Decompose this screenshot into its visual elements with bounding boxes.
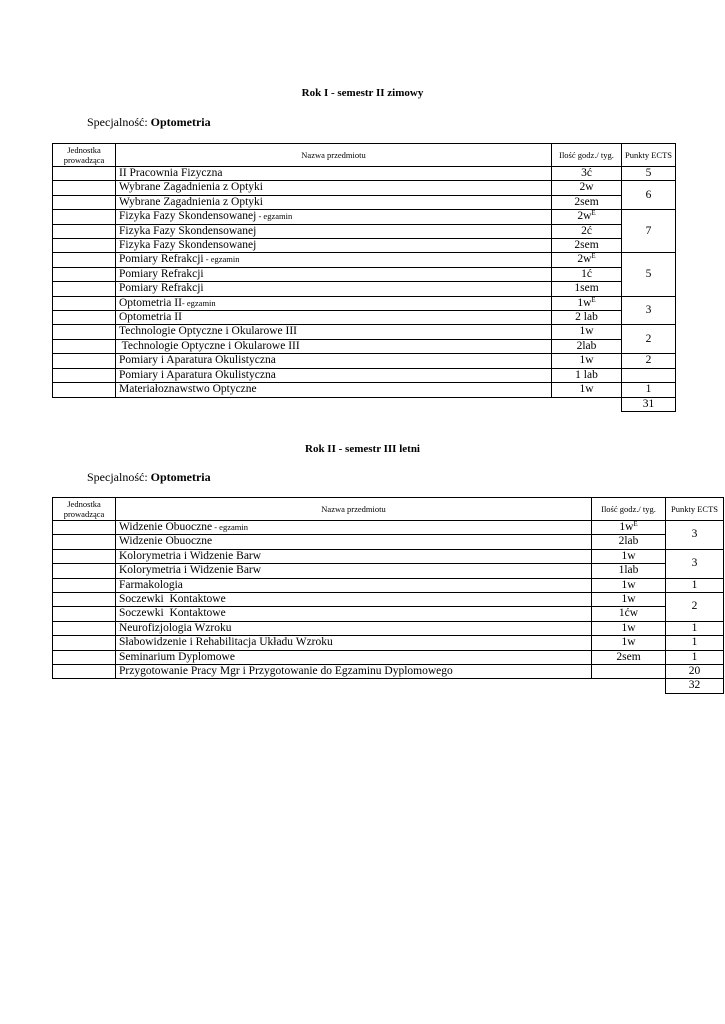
unit-cell xyxy=(53,195,116,209)
table-row xyxy=(53,636,724,650)
hours-cell: 2sem xyxy=(552,239,622,253)
hours-cell: 1ć xyxy=(552,267,622,281)
subject-cell: Optometria II- egzamin xyxy=(116,296,552,310)
header-ects: Punkty ECTS xyxy=(622,144,676,167)
hours-cell: 1w xyxy=(552,383,622,397)
unit-cell xyxy=(53,253,116,267)
subject-cell: Technologie Optyczne i Okularowe III xyxy=(116,339,552,353)
subject-cell: Pomiary Refrakcji xyxy=(116,282,552,296)
table-row xyxy=(53,593,724,607)
table-row xyxy=(53,210,676,224)
unit-cell xyxy=(53,267,116,281)
section-title-sem1: Rok I - semestr II zimowy xyxy=(301,87,424,99)
ects-total: 32 xyxy=(666,679,724,693)
ects-cell: 3 xyxy=(666,549,724,578)
unit-cell xyxy=(53,339,116,353)
hours-cell: 1 lab xyxy=(552,368,622,382)
ects-cell: 2 xyxy=(666,593,724,622)
unit-cell xyxy=(53,564,116,578)
ects-cell: 7 xyxy=(622,210,676,253)
ects-cell: 2 xyxy=(622,325,676,354)
specialty-line-sem2 xyxy=(87,470,211,485)
subject-cell: Farmakologia xyxy=(116,578,592,592)
unit-cell xyxy=(53,210,116,224)
unit-cell xyxy=(53,621,116,635)
hours-cell: 1w xyxy=(592,593,666,607)
subject-cell: Kolorymetria i Widzenie Barw xyxy=(116,564,592,578)
table-row xyxy=(53,296,676,310)
hours-cell: 2lab xyxy=(552,339,622,353)
unit-cell xyxy=(53,368,116,382)
header-hours: Ilość godz./ tyg. xyxy=(552,144,622,167)
table-header-row xyxy=(53,498,724,521)
exam-note: - egzamin xyxy=(203,254,240,265)
hours-cell: $2w^E$ xyxy=(552,210,622,224)
subject-cell: Materiałoznawstwo Optyczne xyxy=(116,383,552,397)
ects-cell: 1 xyxy=(666,578,724,592)
table-row xyxy=(53,282,676,296)
unit-cell xyxy=(53,549,116,563)
hours-cell: 1w xyxy=(552,354,622,368)
subject-cell: Przygotowanie Pracy Mgr i Przygotowanie do Egzaminu Dyplomowego xyxy=(116,665,592,679)
table-row xyxy=(53,578,724,592)
subject-cell: Wybrane Zagadnienia z Optyki xyxy=(116,195,552,209)
ects-total: 31 xyxy=(622,397,676,411)
hours-cell: $1w^E$ xyxy=(592,521,666,535)
subject-cell: Fizyka Fazy Skondensowanej xyxy=(116,239,552,253)
subject-cell: Optometria II xyxy=(116,311,552,325)
specialty-name: Optometria xyxy=(150,470,211,484)
specialty-prefix: Specjalność: xyxy=(87,115,148,129)
hours-cell: 2sem xyxy=(552,195,622,209)
table-header-row xyxy=(53,144,676,167)
unit-cell xyxy=(53,296,116,310)
subject-cell: Kolorymetria i Widzenie Barw xyxy=(116,549,592,563)
table-row xyxy=(53,368,676,382)
table-row xyxy=(53,167,676,181)
hours-cell: 1w xyxy=(592,636,666,650)
unit-cell xyxy=(53,593,116,607)
ects-cell: 1 xyxy=(666,621,724,635)
specialty-name: Optometria xyxy=(150,115,211,129)
unit-cell xyxy=(53,665,116,679)
header-unit: Jednostka prowadząca xyxy=(53,144,116,167)
table-row xyxy=(53,607,724,621)
table-row xyxy=(53,535,724,549)
unit-cell xyxy=(53,578,116,592)
hours-cell: $1w^E$ xyxy=(552,296,622,310)
total-row xyxy=(53,397,676,411)
unit-cell xyxy=(53,167,116,181)
table-row xyxy=(53,564,724,578)
hours-cell: 3ć xyxy=(552,167,622,181)
hours-cell: 1w xyxy=(592,549,666,563)
unit-cell xyxy=(53,521,116,535)
subject-cell: Pomiary Refrakcji xyxy=(116,267,552,281)
table-row xyxy=(53,311,676,325)
subject-cell: Seminarium Dyplomowe xyxy=(116,650,592,664)
subject-cell: Soczewki Kontaktowe xyxy=(116,593,592,607)
ects-cell-empty xyxy=(622,368,676,382)
unit-cell xyxy=(53,354,116,368)
subject-cell: Pomiary i Aparatura Okulistyczna xyxy=(116,368,552,382)
subject-cell: Słabowidzenie i Rehabilitacja Układu Wzroku xyxy=(116,636,592,650)
header-unit: Jednostka prowadząca xyxy=(53,498,116,521)
total-row xyxy=(53,679,724,693)
unit-cell xyxy=(53,325,116,339)
table-row xyxy=(53,521,724,535)
specialty-line-sem1 xyxy=(87,115,211,130)
hours-cell: 2lab xyxy=(592,535,666,549)
exam-marker: E xyxy=(633,520,638,528)
unit-cell xyxy=(53,383,116,397)
exam-marker: E xyxy=(591,296,596,304)
hours-cell: 1w xyxy=(552,325,622,339)
ects-cell: 1 xyxy=(666,636,724,650)
unit-cell xyxy=(53,181,116,195)
hours-cell: 2sem xyxy=(592,650,666,664)
hours-cell: 1w xyxy=(592,621,666,635)
subject-cell: Widzenie Obuoczne xyxy=(116,535,592,549)
subject-cell: Fizyka Fazy Skondensowanej - egzamin xyxy=(116,210,552,224)
hours-cell xyxy=(592,665,666,679)
exam-marker: E xyxy=(591,209,596,218)
subject-cell: Neurofizjologia Wzroku xyxy=(116,621,592,635)
hours-cell: 2w xyxy=(552,181,622,195)
subject-cell: Pomiary Refrakcji - egzamin xyxy=(116,253,552,267)
ects-cell: 5 xyxy=(622,253,676,296)
unit-cell xyxy=(53,282,116,296)
subject-cell: Widzenie Obuoczne - egzamin xyxy=(116,521,592,535)
unit-cell xyxy=(53,311,116,325)
table-row xyxy=(53,195,676,209)
table-row xyxy=(53,239,676,253)
hours-cell: 1lab xyxy=(592,564,666,578)
table-row xyxy=(53,267,676,281)
specialty-prefix: Specjalność: xyxy=(87,470,148,484)
hours-cell: $2w^E$ xyxy=(552,253,622,267)
exam-note: - egzamin xyxy=(181,297,216,308)
table-row xyxy=(53,224,676,238)
subject-cell: II Pracownia Fizyczna xyxy=(116,167,552,181)
exam-note: - egzamin xyxy=(212,522,248,532)
ects-cell: 2 xyxy=(622,354,676,368)
table-row xyxy=(53,549,724,563)
unit-cell xyxy=(53,607,116,621)
unit-cell xyxy=(53,650,116,664)
table-row xyxy=(53,339,676,353)
exam-note: - egzamin xyxy=(256,211,293,222)
course-table-sem2 xyxy=(52,497,724,694)
table-row xyxy=(53,253,676,267)
unit-cell xyxy=(53,239,116,253)
table-row xyxy=(53,383,676,397)
unit-cell xyxy=(53,636,116,650)
ects-cell: 5 xyxy=(622,167,676,181)
subject-cell: Technologie Optyczne i Okularowe III xyxy=(116,325,552,339)
section-title-sem2: Rok II - semestr III letni xyxy=(305,443,420,455)
hours-cell: 1w xyxy=(592,578,666,592)
course-table-sem1 xyxy=(52,143,676,412)
table-row xyxy=(53,181,676,195)
ects-cell: 3 xyxy=(622,296,676,325)
subject-cell: Pomiary i Aparatura Okulistyczna xyxy=(116,354,552,368)
hours-cell: 2 lab xyxy=(552,311,622,325)
subject-cell: Wybrane Zagadnienia z Optyki xyxy=(116,181,552,195)
hours-cell: 1ćw xyxy=(592,607,666,621)
table-row xyxy=(53,621,724,635)
exam-marker: E xyxy=(591,252,596,261)
hours-cell: 2ć xyxy=(552,224,622,238)
subject-cell: Soczewki Kontaktowe xyxy=(116,607,592,621)
table-row xyxy=(53,665,724,679)
header-hours: Ilość godz./ tyg. xyxy=(592,498,666,521)
header-ects: Punkty ECTS xyxy=(666,498,724,521)
ects-cell: 20 xyxy=(666,665,724,679)
unit-cell xyxy=(53,224,116,238)
unit-cell xyxy=(53,535,116,549)
header-subject: Nazwa przedmiotu xyxy=(116,144,552,167)
ects-cell: 1 xyxy=(622,383,676,397)
table-row xyxy=(53,354,676,368)
header-subject: Nazwa przedmiotu xyxy=(116,498,592,521)
ects-cell: 1 xyxy=(666,650,724,664)
table-row xyxy=(53,650,724,664)
hours-cell: 1sem xyxy=(552,282,622,296)
ects-cell: 3 xyxy=(666,521,724,550)
table-row xyxy=(53,325,676,339)
subject-cell: Fizyka Fazy Skondensowanej xyxy=(116,224,552,238)
ects-cell: 6 xyxy=(622,181,676,210)
